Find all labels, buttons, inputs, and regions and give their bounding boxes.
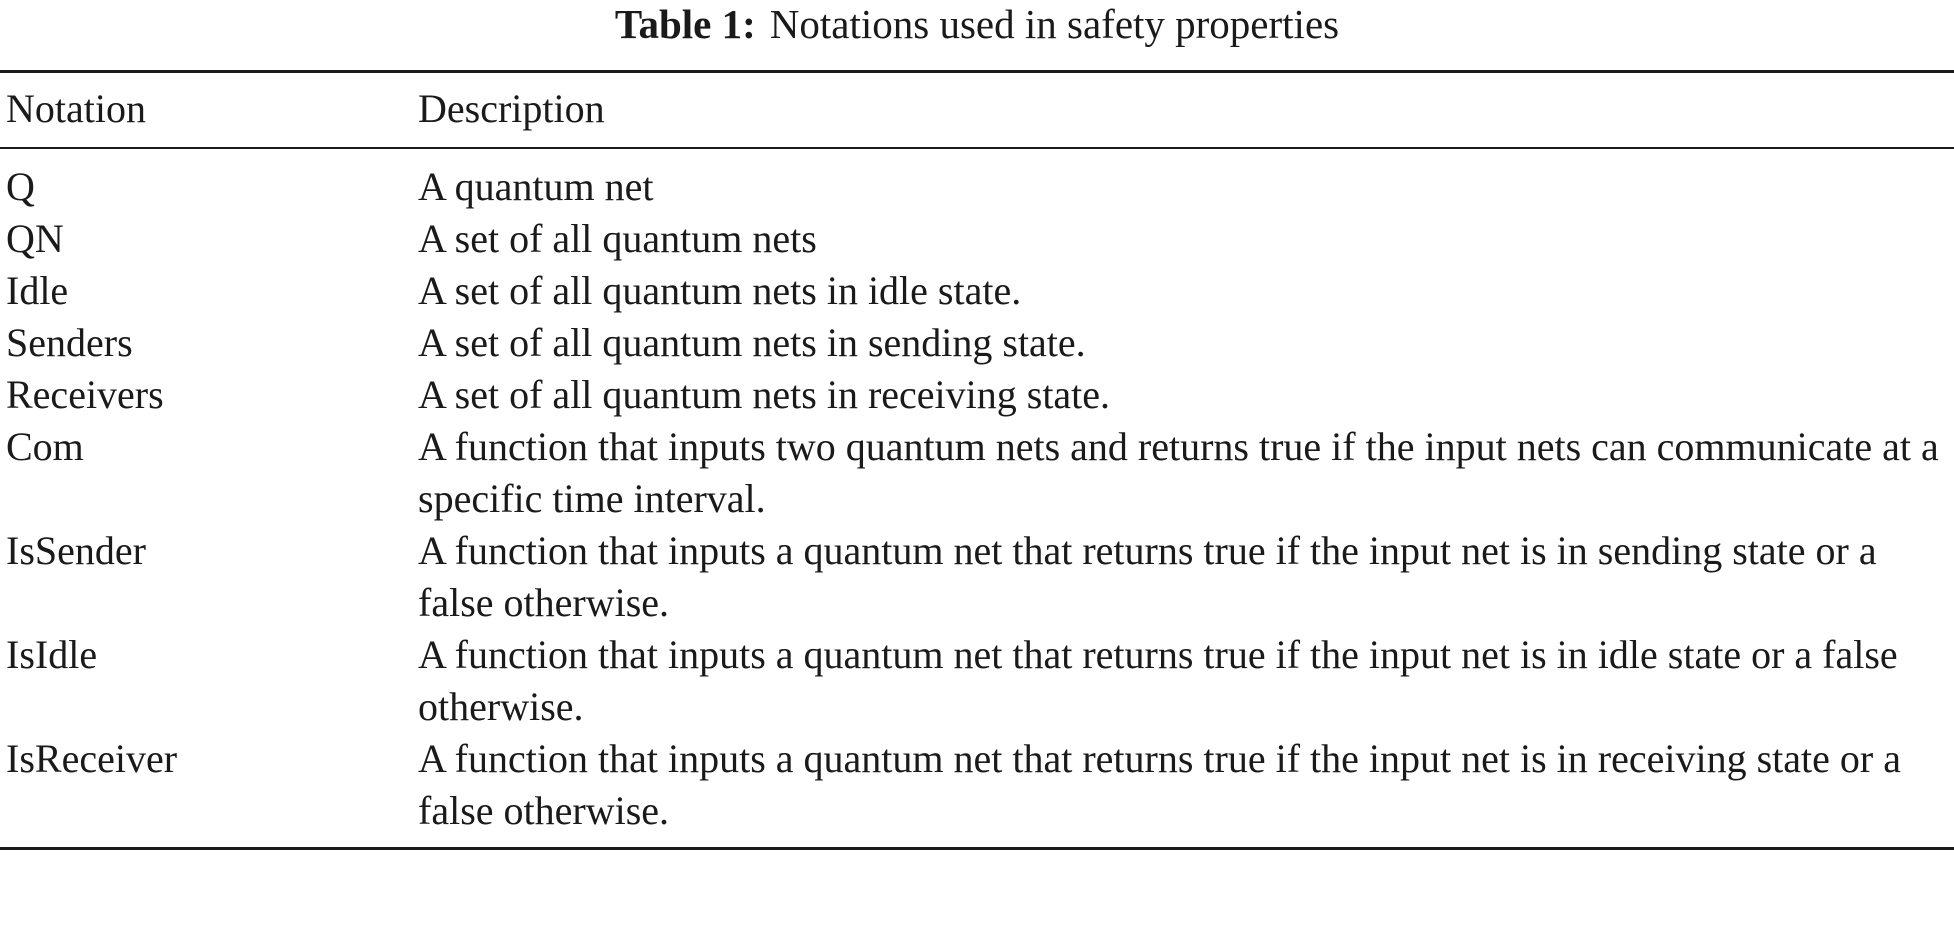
description-cell: A function that inputs two quantum nets and returns true if the input nets can communicate at a specific time interval.: [418, 424, 1939, 521]
notation-cell: Senders: [6, 320, 133, 365]
table-row: [0, 733, 1954, 849]
description-cell: A function that inputs a quantum net that returns true if the input net is in idle state or a false otherwise.: [418, 632, 1898, 729]
notation-cell: IsSender: [6, 528, 146, 573]
table-caption-title: Notations used in safety properties: [769, 1, 1340, 47]
notation-cell: Q: [6, 164, 35, 209]
table-header: [0, 72, 1954, 149]
table-caption-label: Table 1:: [614, 1, 756, 47]
header-row: [0, 72, 1954, 149]
table-row: [0, 629, 1954, 733]
description-cell: A quantum net: [418, 164, 654, 209]
description-cell: A set of all quantum nets in receiving state.: [418, 372, 1111, 417]
table-row: [0, 421, 1954, 525]
table-row: [0, 317, 1954, 369]
notation-table-container: [0, 70, 1954, 850]
notation-cell: IsIdle: [6, 632, 98, 677]
description-cell: A set of all quantum nets in idle state.: [418, 268, 1022, 313]
table-row: [0, 369, 1954, 421]
description-cell: A function that inputs a quantum net that returns true if the input net is in receiving state or a false otherwise.: [418, 736, 1901, 833]
header-notation: Notation: [6, 86, 146, 131]
notation-cell: IsReceiver: [6, 736, 178, 781]
table-caption: [0, 0, 1954, 48]
table-row: [0, 525, 1954, 629]
header-description: Description: [418, 86, 605, 131]
table-body: [0, 148, 1954, 849]
description-cell: A set of all quantum nets: [418, 216, 817, 261]
notation-cell: Com: [6, 424, 84, 469]
description-cell: A function that inputs a quantum net that returns true if the input net is in sending state or a false otherwise.: [418, 528, 1877, 625]
notation-cell: Idle: [6, 268, 69, 313]
description-cell: A set of all quantum nets in sending state.: [418, 320, 1086, 365]
notation-cell: Receivers: [6, 372, 164, 417]
table-row: [0, 148, 1954, 213]
notation-table: [0, 70, 1954, 850]
notation-cell: QN: [6, 216, 64, 261]
table-row: [0, 213, 1954, 265]
table-row: [0, 265, 1954, 317]
